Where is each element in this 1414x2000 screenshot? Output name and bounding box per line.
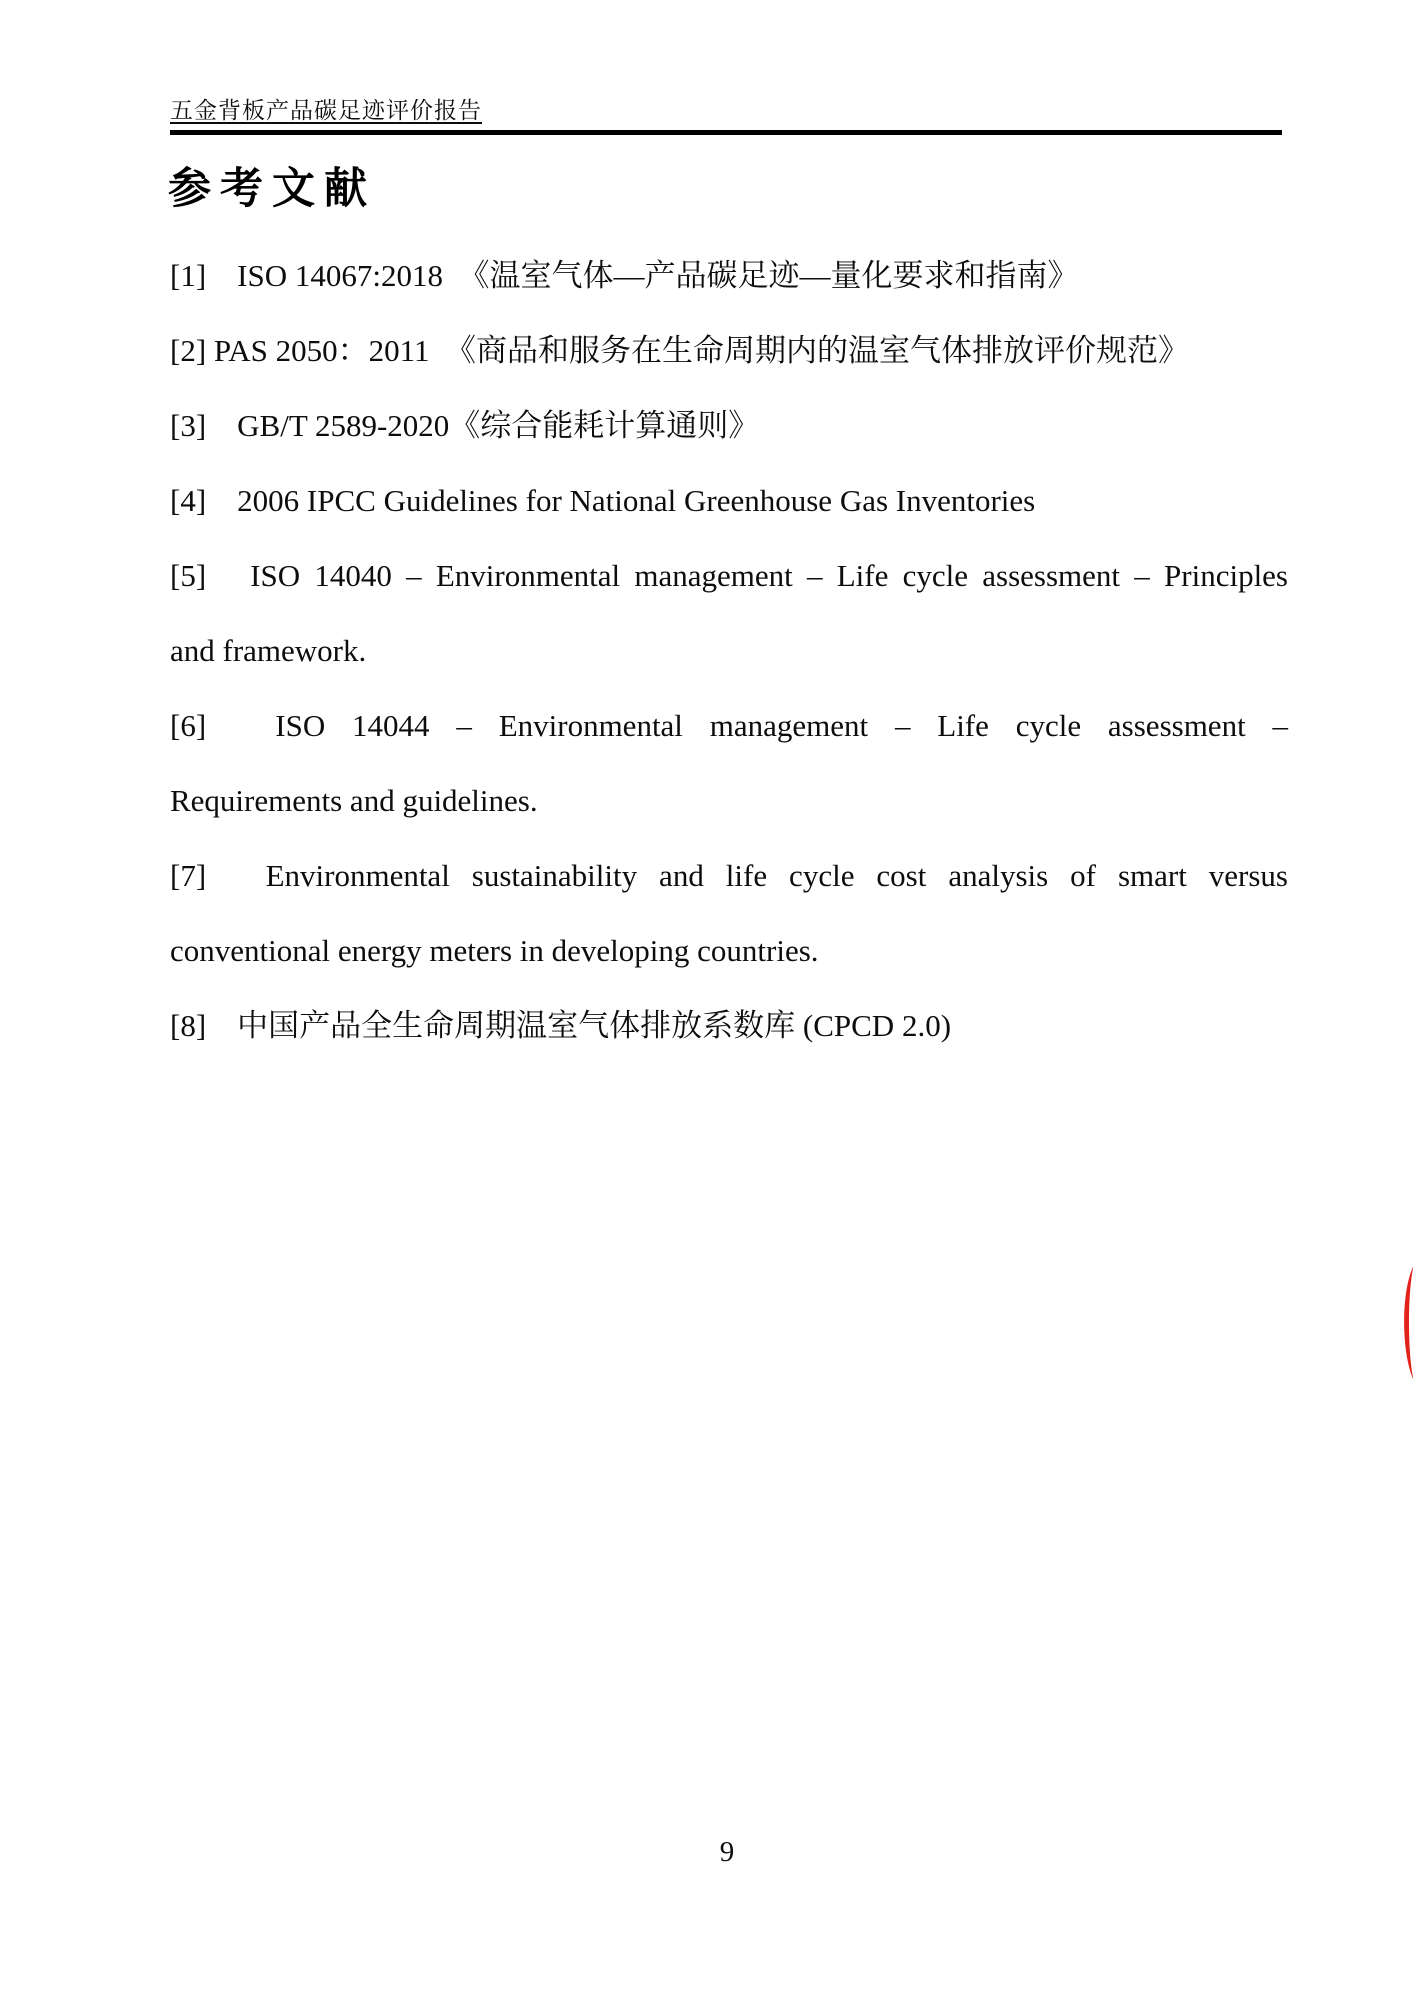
reference-item	[170, 838, 1288, 988]
page-number: 9	[719, 1836, 735, 1868]
reference-item	[170, 238, 1288, 313]
reference-line: Requirements and guidelines.	[170, 783, 538, 818]
running-header-title: 五金背板产品碳足迹评价报告	[170, 98, 482, 123]
reference-line: [7] Environmental sustainability and life cycle cost analysis of smart versus	[170, 858, 1288, 893]
reference-item	[170, 388, 1288, 463]
reference-line: and framework.	[170, 633, 367, 668]
reference-item	[170, 313, 1288, 388]
reference-line: [1] ISO 14067:2018 《温室气体—产品碳足迹—量化要求和指南》	[170, 258, 1079, 293]
reference-line: [2] PAS 2050：2011 《商品和服务在生命周期内的温室气体排放评价规范》	[170, 333, 1190, 368]
reference-line: [5] ISO 14040 – Environmental management – Life cycle assessment – Principles	[170, 558, 1288, 593]
reference-line: [3] GB/T 2589-2020《综合能耗计算通则》	[170, 408, 760, 443]
reference-item	[170, 988, 1288, 1063]
reference-line: [4] 2006 IPCC Guidelines for National Greenhouse Gas Inventories	[170, 483, 1036, 518]
red-seal-arc	[1404, 1266, 1413, 1380]
reference-line: conventional energy meters in developing countries.	[170, 933, 819, 968]
references-list	[170, 238, 1288, 1063]
section-title: 参考文献	[168, 165, 376, 213]
running-header	[170, 98, 1282, 135]
reference-item	[170, 688, 1288, 838]
reference-item	[170, 463, 1288, 538]
reference-line: [8] 中国产品全生命周期温室气体排放系数库 (CPCD 2.0)	[170, 1008, 952, 1043]
red-seal-fragment	[1398, 1266, 1414, 1380]
reference-line: [6] ISO 14044 – Environmental management – Life cycle assessment –	[170, 708, 1288, 743]
reference-item	[170, 538, 1288, 688]
